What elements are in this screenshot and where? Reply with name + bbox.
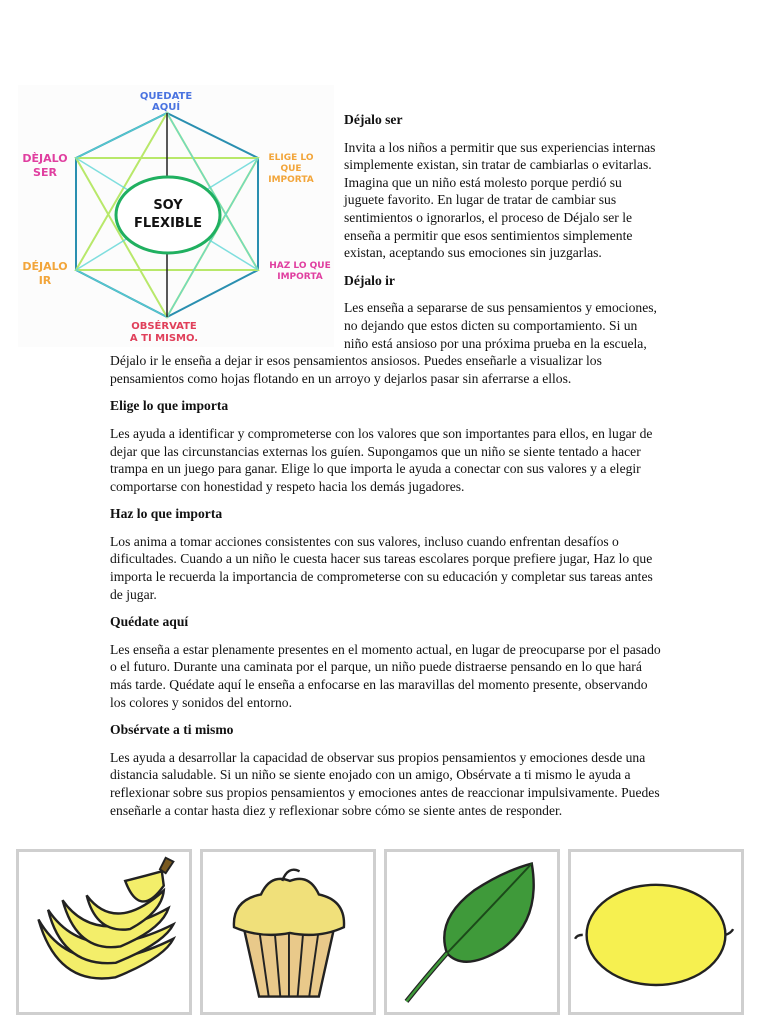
label-observate-2: A TI MISMO. <box>129 333 199 344</box>
cupcake-icon <box>203 852 373 1012</box>
label-observate-1: OBSÉRVATE <box>131 321 197 332</box>
label-elige-3: IMPORTA <box>268 175 314 185</box>
section-body-observate: Les ayuda a desarrollar la capacidad de observar sus propios pensamientos y emociones desde una distancia saludable. Si un niño se siente enojado con un amigo, Obsérvate a ti mismo le ayuda a reflexionar sobre sus propios pensamientos y emociones antes de reaccionar impulsivamente. Puedes enseñarle a contar hasta diez y reflexionar sobre cómo se siente antes de responder. <box>110 749 660 818</box>
diagram-spacer <box>110 111 344 343</box>
section-body-quedate: Les enseña a estar plenamente presentes en el momento actual, en lugar de preocuparse por el pasado o el futuro. Durante una caminata por el parque, un niño puede distraerse pensando en lo que hará más tarde. Quédate aquí le enseña a enfocarse en las maravillas del momento presente, observando los colores y sonidos del entorno. <box>110 641 661 710</box>
section-heading-quedate: Quédate aquí <box>110 614 189 630</box>
banana-icon <box>19 852 189 1012</box>
label-quedate: QUEDATE <box>139 91 193 102</box>
lemon-card <box>568 849 744 1015</box>
leaf-icon <box>387 852 557 1012</box>
leaf-card <box>384 849 560 1015</box>
label-elige-2: QUE <box>280 164 302 174</box>
cupcake-card <box>200 849 376 1015</box>
section-body-elige: Les ayuda a identificar y comprometerse con los valores que son importantes para ellos, en lugar de dejar que las circunstancias externas los guíen. Supongamos que un niño se siente tentado a hacer trampa en un juego para ganar. Elige lo que importa le ayuda a conectar con sus valores y a elegir comportarse con honestidad y respeto hacia los demás jugadores. <box>110 425 653 494</box>
label-dejalo-ir-1: DÉJALO <box>22 260 68 273</box>
label-haz-1: HAZ LO QUE <box>269 261 331 271</box>
label-haz-2: IMPORTA <box>277 272 323 282</box>
section-body-dejalo-ser: Invita a los niños a permitir que sus experiencias internas simplemente existan, sin tratar de cambiarlas o evitarlas. Imagina que un niño está molesto porque perdió su juguete favorito. En lugar de tratar de cambiar sus sentimientos o ignorarlos, el proceso de Déjalo ser le enseña a permitir que esos sentimientos simplemente existan, aceptando sus emociones sin juzgarlas. <box>344 139 656 261</box>
document-body <box>110 111 662 829</box>
label-dejalo-ir-2: IR <box>38 274 52 287</box>
section-body-dejalo-ir: Les enseña a separarse de sus pensamientos y emociones, no dejando que estos dicten su comportamiento. Si un niño está ansioso por una próxima prueba en la escuela, Déjalo ir le enseña a dejar ir esos pensamientos ansiosos. Puedes enseñarle a visualizar los pensamientos como hojas flotando en un arroyo y dejarlos pasar sin aferrarse a ellos. <box>110 300 657 386</box>
section-heading-elige: Elige lo que importa <box>110 398 229 414</box>
banana-card <box>16 849 192 1015</box>
label-dejalo-ser-2: SER <box>33 166 57 179</box>
label-elige-1: ELIGE LO <box>268 153 314 163</box>
center-label-1: SOY <box>153 198 183 213</box>
section-heading-observate: Obsérvate a ti mismo <box>110 722 234 738</box>
label-dejalo-ser-1: DÈJALO <box>22 152 68 165</box>
section-body-haz: Los anima a tomar acciones consistentes con sus valores, incluso cuando enfrentan desafíos o dificultades. Cuando a un niño le cuesta hacer sus tareas escolares porque prefiere jugar, Haz lo que importa le recuerda la importancia de comprometerse con su educación y completar sus tareas antes de jugar. <box>110 533 653 602</box>
section-heading-haz: Haz lo que importa <box>110 506 223 522</box>
label-aqui: AQUÍ <box>151 102 181 113</box>
picture-cards-row <box>16 849 746 1019</box>
center-label-2: FLEXIBLE <box>134 216 202 231</box>
section-heading-dejalo-ir: Déjalo ir <box>344 272 395 288</box>
section-heading-dejalo-ser: Déjalo ser <box>344 112 403 127</box>
lemon-icon <box>571 852 741 1012</box>
